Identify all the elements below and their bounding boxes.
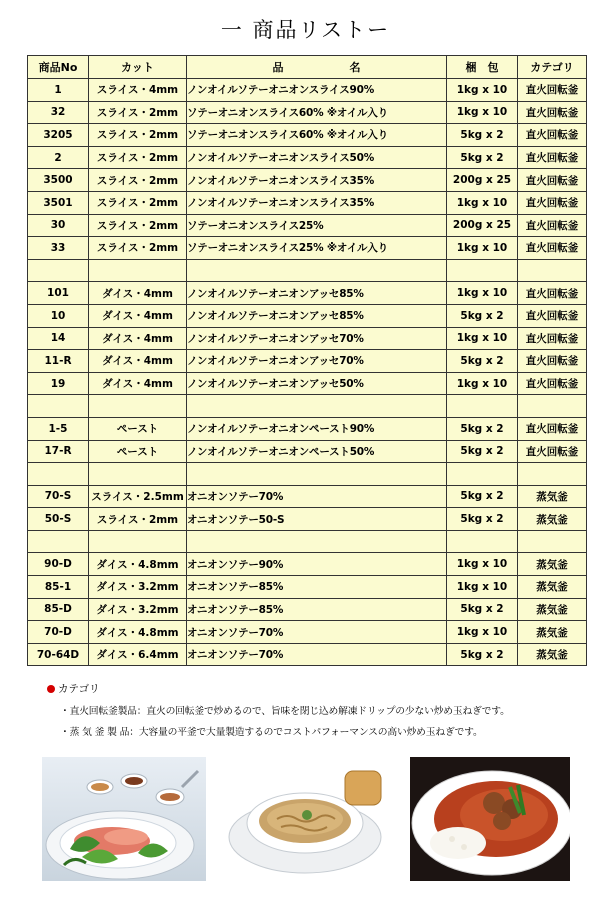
cell-product-no: 70-64D	[28, 643, 89, 666]
salad-photo	[42, 757, 206, 881]
table-row	[28, 417, 587, 440]
table-row	[28, 350, 587, 373]
cell-product-name: オニオンソテー70%	[187, 643, 447, 666]
bullet-icon	[47, 685, 55, 693]
spacer-row	[28, 395, 587, 418]
header-packing: 梱 包	[447, 56, 518, 79]
cell-cut: スライス・2mm	[89, 169, 187, 192]
spacer-row	[28, 463, 587, 486]
cell-packing: 1kg x 10	[447, 282, 518, 305]
cell-packing: 5kg x 2	[447, 440, 518, 463]
cell-packing: 1kg x 10	[447, 101, 518, 124]
cell-product-no: 2	[28, 146, 89, 169]
cell-product-name: オニオンソテー70%	[187, 621, 447, 644]
table-row	[28, 191, 587, 214]
cell-packing: 200g x 25	[447, 214, 518, 237]
cell-cut: スライス・2.5mm	[89, 485, 187, 508]
cell-packing: 200g x 25	[447, 169, 518, 192]
cell-cut	[89, 463, 187, 486]
cell-cut: ダイス・4mm	[89, 372, 187, 395]
product-table	[27, 55, 587, 666]
cell-product-name: ソテーオニオンスライス25%	[187, 214, 447, 237]
cell-product-name: ノンオイルソテーオニオンアッセ70%	[187, 350, 447, 373]
cell-product-no: 3205	[28, 124, 89, 147]
cell-category: 蒸気釜	[518, 508, 587, 531]
table-row	[28, 124, 587, 147]
table-row	[28, 485, 587, 508]
cell-packing: 1kg x 10	[447, 372, 518, 395]
cell-cut: ダイス・6.4mm	[89, 643, 187, 666]
cell-product-no: 50-S	[28, 508, 89, 531]
cell-product-name: ノンオイルソテーオニオンアッセ50%	[187, 372, 447, 395]
cell-product-name	[187, 530, 447, 553]
table-row	[28, 101, 587, 124]
cell-category: 直火回転釜	[518, 124, 587, 147]
cell-packing: 1kg x 10	[447, 79, 518, 102]
cell-category: 直火回転釜	[518, 237, 587, 260]
header-product-name: 品 名	[187, 56, 447, 79]
cell-category: 直火回転釜	[518, 101, 587, 124]
cell-product-name: ノンオイルソテーオニオンアッセ85%	[187, 304, 447, 327]
cell-product-no: 70-D	[28, 621, 89, 644]
table-header-row	[28, 56, 587, 79]
cell-packing: 5kg x 2	[447, 508, 518, 531]
cell-packing	[447, 530, 518, 553]
cell-cut: スライス・2mm	[89, 101, 187, 124]
cell-packing	[447, 395, 518, 418]
cell-cut: ダイス・4mm	[89, 304, 187, 327]
cell-product-no: 10	[28, 304, 89, 327]
table-row	[28, 327, 587, 350]
cell-category: 蒸気釜	[518, 621, 587, 644]
table-row	[28, 304, 587, 327]
cell-category: 蒸気釜	[518, 485, 587, 508]
cell-category: 直火回転釜	[518, 214, 587, 237]
cell-packing: 1kg x 10	[447, 621, 518, 644]
cell-product-name: ノンオイルソテーオニオンスライス50%	[187, 146, 447, 169]
table-body	[28, 79, 587, 666]
cell-cut	[89, 395, 187, 418]
cell-cut: スライス・2mm	[89, 146, 187, 169]
table-row	[28, 643, 587, 666]
cell-packing: 1kg x 10	[447, 327, 518, 350]
cell-category: 蒸気釜	[518, 643, 587, 666]
cell-cut: ペースト	[89, 440, 187, 463]
cell-category: 蒸気釜	[518, 553, 587, 576]
cell-product-name: ソテーオニオンスライス60% ※オイル入り	[187, 101, 447, 124]
cell-cut: スライス・2mm	[89, 124, 187, 147]
cell-product-name: ノンオイルソテーオニオンアッセ85%	[187, 282, 447, 305]
cell-product-no: 30	[28, 214, 89, 237]
cell-packing	[447, 463, 518, 486]
cell-product-name: オニオンソテー90%	[187, 553, 447, 576]
cell-product-no: 1	[28, 79, 89, 102]
cell-product-name: ノンオイルソテーオニオンスライス90%	[187, 79, 447, 102]
cell-packing: 1kg x 10	[447, 576, 518, 599]
cell-product-no: 11-R	[28, 350, 89, 373]
cell-cut: ダイス・4mm	[89, 282, 187, 305]
cell-product-no: 70-S	[28, 485, 89, 508]
table-row	[28, 169, 587, 192]
table-row	[28, 372, 587, 395]
cell-category: 直火回転釜	[518, 191, 587, 214]
cell-category: 直火回転釜	[518, 350, 587, 373]
category-notes	[47, 681, 510, 738]
cell-product-name	[187, 395, 447, 418]
cell-cut: ダイス・4mm	[89, 327, 187, 350]
cell-product-name: オニオンソテー50-S	[187, 508, 447, 531]
note-line: ・蒸 気 釜 製 品：大容量の平釜で大量製造するのでコストパフォーマンスの高い炒め玉ねぎです。	[60, 727, 483, 738]
cell-product-name: オニオンソテー85%	[187, 598, 447, 621]
cell-cut: ダイス・4mm	[89, 350, 187, 373]
note-line: ・直火回転釜製品：直火の回転釜で炒めるので、旨味を閉じ込め解凍ドリップの少ない炒め玉ねぎです。	[60, 706, 510, 717]
cell-product-name: ソテーオニオンスライス25% ※オイル入り	[187, 237, 447, 260]
cell-cut: ペースト	[89, 417, 187, 440]
cell-packing: 5kg x 2	[447, 146, 518, 169]
table-row	[28, 237, 587, 260]
cell-category: 直火回転釜	[518, 417, 587, 440]
cell-product-no	[28, 259, 89, 282]
cell-product-name	[187, 259, 447, 282]
spacer-row	[28, 530, 587, 553]
cell-cut: ダイス・3.2mm	[89, 598, 187, 621]
cell-product-name: ノンオイルソテーオニオンペースト90%	[187, 417, 447, 440]
cell-category: 直火回転釜	[518, 169, 587, 192]
cell-product-name: ノンオイルソテーオニオンスライス35%	[187, 169, 447, 192]
table-row	[28, 79, 587, 102]
table-row	[28, 146, 587, 169]
cell-product-name	[187, 463, 447, 486]
cell-cut	[89, 259, 187, 282]
table-row	[28, 282, 587, 305]
cell-category	[518, 395, 587, 418]
cell-product-name: オニオンソテー85%	[187, 576, 447, 599]
cell-packing: 5kg x 2	[447, 643, 518, 666]
cell-category: 直火回転釜	[518, 372, 587, 395]
cell-product-name: ソテーオニオンスライス60% ※オイル入り	[187, 124, 447, 147]
cell-product-no	[28, 395, 89, 418]
cell-product-name: オニオンソテー70%	[187, 485, 447, 508]
cell-packing: 5kg x 2	[447, 350, 518, 373]
cell-category: 直火回転釜	[518, 327, 587, 350]
cell-category	[518, 530, 587, 553]
cell-product-no: 14	[28, 327, 89, 350]
cell-product-no	[28, 530, 89, 553]
cell-category: 蒸気釜	[518, 598, 587, 621]
cell-cut: ダイス・3.2mm	[89, 576, 187, 599]
header-product-no: 商品No	[28, 56, 89, 79]
cell-packing: 5kg x 2	[447, 485, 518, 508]
cell-product-no: 85-1	[28, 576, 89, 599]
cell-product-no: 3500	[28, 169, 89, 192]
table-row	[28, 553, 587, 576]
table-row	[28, 621, 587, 644]
cell-product-name: ノンオイルソテーオニオンペースト50%	[187, 440, 447, 463]
spacer-row	[28, 259, 587, 282]
cell-cut: スライス・2mm	[89, 214, 187, 237]
cell-category	[518, 259, 587, 282]
page-title: 一 商品リストー	[220, 18, 391, 42]
cell-category: 直火回転釜	[518, 146, 587, 169]
cell-packing: 5kg x 2	[447, 124, 518, 147]
table-row	[28, 598, 587, 621]
cell-product-no: 32	[28, 101, 89, 124]
cell-cut: ダイス・4.8mm	[89, 621, 187, 644]
cell-product-no: 90-D	[28, 553, 89, 576]
notes-heading: カテゴリ	[58, 683, 100, 695]
cell-product-no: 101	[28, 282, 89, 305]
cell-category	[518, 463, 587, 486]
table-row	[28, 576, 587, 599]
table-row	[28, 214, 587, 237]
cell-packing: 5kg x 2	[447, 598, 518, 621]
header-category: カテゴリ	[518, 56, 587, 79]
onion-soup-photo	[225, 757, 385, 881]
cell-cut: スライス・2mm	[89, 191, 187, 214]
cell-category: 直火回転釜	[518, 79, 587, 102]
cell-category: 蒸気釜	[518, 576, 587, 599]
cell-cut: スライス・2mm	[89, 237, 187, 260]
cell-product-no	[28, 463, 89, 486]
cell-cut: スライス・2mm	[89, 508, 187, 531]
cell-packing: 1kg x 10	[447, 191, 518, 214]
cell-cut	[89, 530, 187, 553]
cell-packing: 1kg x 10	[447, 237, 518, 260]
cell-category: 直火回転釜	[518, 304, 587, 327]
cell-cut: スライス・4mm	[89, 79, 187, 102]
cell-product-no: 85-D	[28, 598, 89, 621]
cell-packing: 5kg x 2	[447, 304, 518, 327]
cell-category: 直火回転釜	[518, 440, 587, 463]
cell-product-no: 33	[28, 237, 89, 260]
table-row	[28, 440, 587, 463]
header-cut: カット	[89, 56, 187, 79]
cell-product-no: 19	[28, 372, 89, 395]
table-row	[28, 508, 587, 531]
curry-photo	[410, 757, 570, 881]
cell-packing: 5kg x 2	[447, 417, 518, 440]
cell-cut: ダイス・4.8mm	[89, 553, 187, 576]
cell-category: 直火回転釜	[518, 282, 587, 305]
cell-packing	[447, 259, 518, 282]
cell-product-name: ノンオイルソテーオニオンアッセ70%	[187, 327, 447, 350]
cell-packing: 1kg x 10	[447, 553, 518, 576]
cell-product-name: ノンオイルソテーオニオンスライス35%	[187, 191, 447, 214]
cell-product-no: 1-5	[28, 417, 89, 440]
cell-product-no: 17-R	[28, 440, 89, 463]
cell-product-no: 3501	[28, 191, 89, 214]
